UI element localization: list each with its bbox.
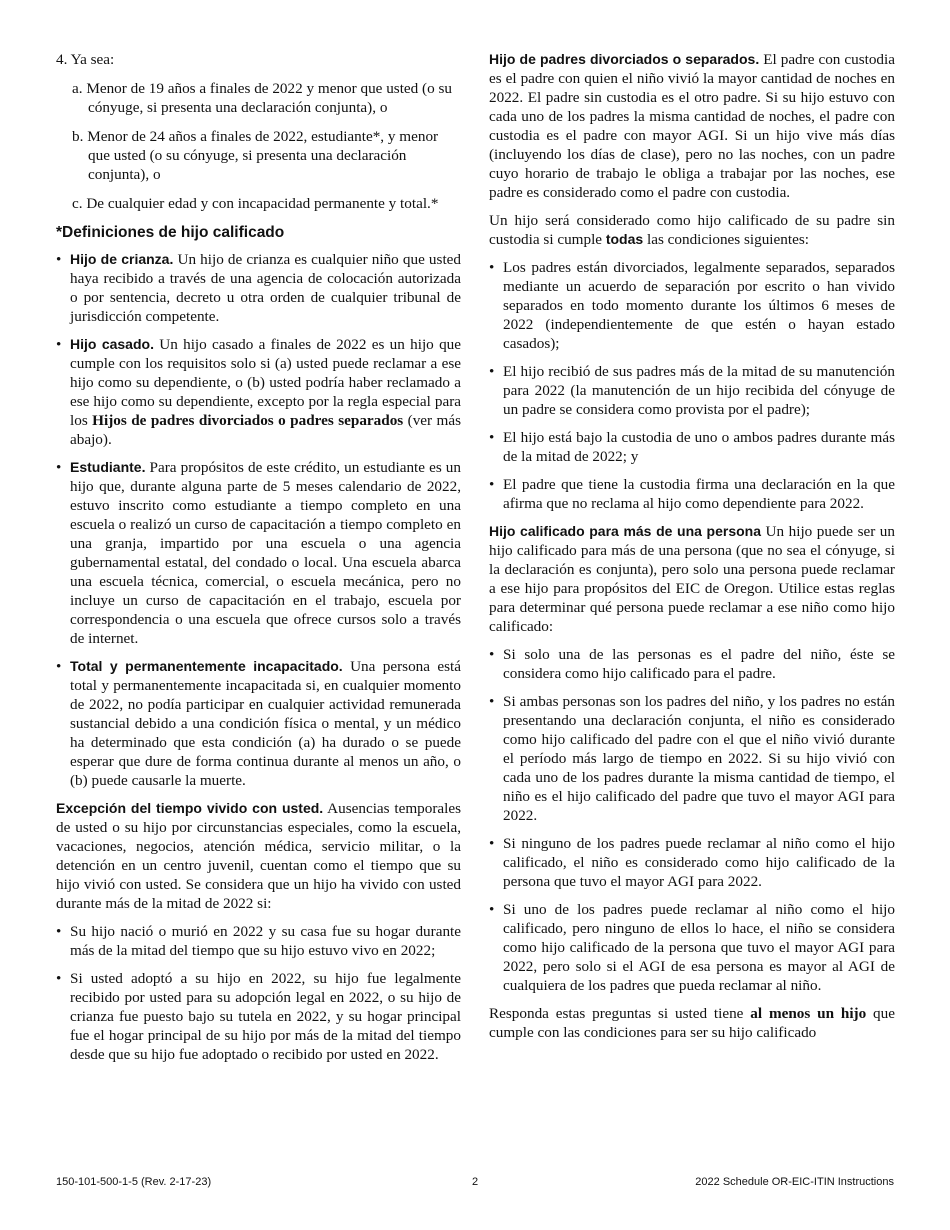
bullet-icon: •	[56, 970, 62, 987]
bullet-icon: •	[56, 923, 62, 940]
bullet-icon: •	[489, 901, 495, 918]
exception-label: Excepción del tiempo vivido con usted.	[56, 800, 324, 816]
multi-bullet-1-text: Si solo una de las personas es el padre del niño, éste se considera como hijo calificado para el padre.	[503, 646, 895, 682]
bullet-icon: •	[489, 476, 495, 493]
condition-bullet-1-text: Los padres están divorciados, legalmente separados, separados mediante un acuerdo de separación por escrito o han vivido separados en todo momento durante los últimos 6 meses de 2022 (independientemente de que estén o hayan estado casados);	[503, 259, 895, 352]
answer-text-1: Responda estas preguntas si usted tiene	[489, 1005, 751, 1022]
definition-disabled	[56, 657, 461, 790]
multi-bullet-1	[489, 645, 895, 683]
exception-paragraph	[56, 799, 461, 913]
multi-bullet-4-text: Si uno de los padres puede reclamar al niño como el hijo calificado, pero ninguno de ellos lo hace, el niño se considera como hijo calificado de la persona que tuvo el mayor AGI para 2022, pero solo si el AGI de esa persona es mayor al AGI de cualquiera de los padres que pueda reclamar al niño.	[503, 901, 895, 994]
answer-paragraph	[489, 1004, 895, 1042]
definitions-heading: *Definiciones de hijo calificado	[56, 224, 285, 241]
multi-bullet-4	[489, 900, 895, 995]
condition-bullet-2-text: El hijo recibió de sus padres más de la mitad de su manutención para 2022 (la manutención de un hijo recibida del cónyuge de un padre se considera como provista por el padre);	[503, 363, 895, 418]
married-text-2: (ver más abajo).	[70, 412, 461, 448]
item-4a: a. Menor de 19 años a finales de 2022 y menor que usted (o su cónyuge, si presenta una declaración conjunta), o	[72, 80, 453, 116]
footer-page-number: 2	[472, 1176, 479, 1188]
definition-foster-child	[56, 250, 461, 326]
exception-bullet-2	[56, 969, 461, 1064]
divorced-text: El padre con custodia es el padre con quien el niño vivió la mayor cantidad de noches en 2022. El padre sin custodia es el otro padre. Si su hijo estuvo con cada uno de los padres la misma cantidad de noches, el padre con custodia es el padre con mayor AGI. Si un hijo vive más días (incluyendo los días de clase), pero no las noches, con un padre cuyo horario de trabajo le obliga a trabajar por las noches, ese padre es considerado como el padre con custodia.	[489, 51, 895, 201]
conditions-text-1: Un hijo será considerado como hijo calificado de su padre sin custodia si cumple	[489, 212, 895, 248]
multi-person-text: Un hijo puede ser un hijo calificado para más de una persona (que no sea el cónyuge, si la declaración es conjunta), pero solo una persona puede reclamar a ese hijo para propósitos del EIC de Oregon. Utilice estas reglas para determinar qué persona puede reclamar a ese niño como hijo calificado:	[489, 523, 895, 635]
definition-married-child	[56, 335, 461, 449]
definition-student	[56, 458, 461, 648]
condition-bullet-3-text: El hijo está bajo la custodia de uno o ambos padres durante más de la mitad de 2022; y	[503, 429, 895, 465]
multi-person-paragraph	[489, 522, 895, 636]
bullet-icon: •	[489, 693, 495, 710]
married-text-1: Un hijo casado a finales de 2022 es un hijo que cumple con los requisitos solo si (a) usted puede reclamar a ese hijo como su dependiente, o (b) usted podría haber reclamado a ese hijo como su dependiente, excepto por la regla especial para los	[70, 336, 461, 429]
item-4c: c. De cualquier edad y con incapacidad permanente y total.*	[72, 195, 439, 212]
multi-bullet-2-text: Si ambas personas son los padres del niño, y los padres no están presentando una declaración conjunta, el niño es considerado como hijo calificado del padre con el que el niño vivió durante el período más largo de tiempo en 2022. Si su hijo vivió con cada uno de los padres durante la misma cantidad de tiempo, el niño es el hijo calificado del padre que tuvo el mayor AGI para 2022.	[503, 693, 895, 824]
disabled-label: Total y permanentemente incapacitado.	[70, 658, 343, 674]
married-label: Hijo casado.	[70, 336, 154, 352]
multi-bullet-3	[489, 834, 895, 891]
exception-bullet-2-text: Si usted adoptó a su hijo en 2022, su hijo fue legalmente recibido por usted para su adopción legal en 2022, o su hijo de crianza fue puesto bajo su tutela en 2022, y su hogar principal fue el hogar principal de su hijo por más de la mitad del tiempo desde que su hijo fue adoptado o recibido por usted en 2022.	[70, 970, 461, 1063]
exception-bullet-1-text: Su hijo nació o murió en 2022 y su casa fue su hogar durante más de la mitad del tiempo que su hijo estuvo vivo en 2022;	[70, 923, 461, 959]
multi-bullet-2	[489, 692, 895, 825]
left-column	[56, 50, 461, 1073]
footer-title: 2022 Schedule OR-EIC-ITIN Instructions	[695, 1176, 894, 1188]
bullet-icon: •	[489, 835, 495, 852]
divorced-paragraph	[489, 50, 895, 202]
condition-bullet-1	[489, 258, 895, 353]
right-column	[489, 50, 895, 1051]
condition-bullet-4	[489, 475, 895, 513]
exception-text: Ausencias temporales de usted o su hijo por circunstancias especiales, como la escuela, vacaciones, negocios, atención médica, servicio militar, o la detención en un centro juvenil, cuentan como el tiempo que su hijo vivió con usted. Se considera que un hijo ha vivido con usted durante más de la mitad de 2022 si:	[56, 800, 461, 912]
student-text: Para propósitos de este crédito, un estudiante es un hijo que, durante alguna parte de 5 meses calendario de 2022, estuvo inscrito como estudiante a tiempo completo en una escuela o realizó un curso de capacitación a tiempo completo en una granja, impartido por una escuela o una agencia gubernamental estatal, del condado o local. Una escuela abarca una escuela técnica, comercial, o escuela mecánica, pero no incluye un curso de capacitación en el trabajo, escuela por correspondencia o una escuela que ofrece cursos solo a través de internet.	[70, 459, 461, 647]
condition-bullet-4-text: El padre que tiene la custodia firma una declaración en la que afirma que no reclama al hijo como dependiente para 2022.	[503, 476, 895, 512]
conditions-text-2: las condiciones siguientes:	[643, 231, 809, 248]
disabled-text: Una persona está total y permanentemente incapacitada si, en cualquier momento de 2022, no podía participar en cualquier actividad remunerada sustancial debido a una condición física o mental, y un médico ha determinado que esta condición (a) ha durado o se puede esperar que dure de forma continua durante al menos un año, o (b) puede causarle la muerte.	[70, 658, 461, 789]
bullet-icon: •	[56, 251, 62, 268]
student-label: Estudiante.	[70, 459, 146, 475]
bullet-icon: •	[489, 363, 495, 380]
foster-text: Un hijo de crianza es cualquier niño que usted haya recibido a través de una agencia de colocación autorizada o por sentencia, decreto u otra orden de cualquier tribunal de jurisdicción competente.	[70, 251, 461, 325]
bullet-icon: •	[489, 259, 495, 276]
exception-bullet-1	[56, 922, 461, 960]
conditions-bold: todas	[605, 231, 644, 247]
multi-bullet-3-text: Si ninguno de los padres puede reclamar al niño como el hijo calificado, el niño es considerado como hijo calificado de la persona que tuvo el mayor AGI para 2022.	[503, 835, 895, 890]
bullet-icon: •	[489, 429, 495, 446]
foster-label: Hijo de crianza.	[70, 251, 174, 267]
item-4b: b. Menor de 24 años a finales de 2022, estudiante*, y menor que usted (o su cónyuge, si presenta una declaración conjunta), o	[72, 128, 439, 183]
footer-form-number: 150-101-500-1-5 (Rev. 2-17-23)	[56, 1176, 212, 1188]
condition-bullet-2	[489, 362, 895, 419]
bullet-icon: •	[56, 336, 62, 353]
item-4: 4. Ya sea:	[56, 51, 115, 68]
married-bold-ref: Hijos de padres divorciados o padres separados	[92, 412, 404, 429]
answer-text-2: que cumple con las condiciones para ser su hijo calificado	[489, 1005, 895, 1041]
divorced-label: Hijo de padres divorciados o separados.	[489, 51, 760, 67]
multi-person-label: Hijo calificado para más de una persona	[489, 523, 762, 539]
condition-bullet-3	[489, 428, 895, 466]
bullet-icon: •	[489, 646, 495, 663]
bullet-icon: •	[56, 658, 62, 675]
bullet-icon: •	[56, 459, 62, 476]
conditions-paragraph	[489, 211, 895, 249]
answer-bold: al menos un hijo	[750, 1005, 867, 1022]
